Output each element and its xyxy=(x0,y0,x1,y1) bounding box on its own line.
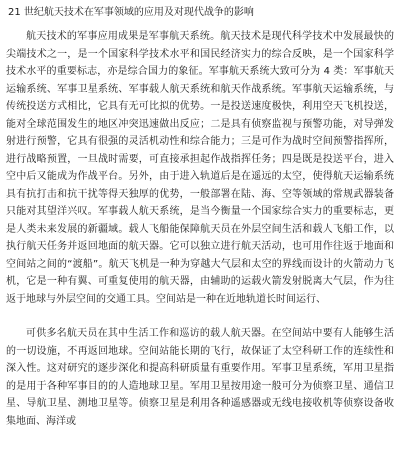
body-paragraph: 可供多名航天员在其中生活工作和巡访的载人航天器。在空间站中要有人能够生活的一切设施，不再返回地球。空间站能长期的飞行，故保证了太空科研工作的连续性和深入性。这对研究的逐步深化和提高科研质量有重要作用。军事卫星系统，军用卫星指的是用于各种军事目的的人造地球卫星。军用卫星按用途一般可分为侦察卫星、通信卫星、导航卫星、测地卫星等。侦察卫星是利用各种遥感器或无线电接收机等侦察设备收集地面、海洋或 xyxy=(6,328,394,427)
body-paragraph: 航天技术的军事应用成果是军事航天系统。航天技术是现代科学技术中发展最快的尖端技术之一，是一个国家科学技术水平和国民经济实力的综合反映，是一个国家科学技术水平的重要标志，亦是综合国力的象征。军事航天系统大致可分为 4 类：军事航天运输系统、军事卫星系统、军事载人航天系统和航天作战系统。军事航天运输系统，与传统投送方式相比，它具有无可比拟的优势。一是投送速度极快，利用空天飞机投送，能对全球范围发生的地区冲突迅速做出反应；二是具有侦察监视与预警功能，对导弹发射进行预警，它具有很强的灵活机动性和综合能力；三是可作为战时空间预警指挥所，进行战略预置，一旦战时需要，可直接承担起作战指挥任务；四是既是投送平台，进入空中后又能成为作战平台。另外，由于进入轨道后是在遥远的太空，使得航天运输系统具有抗打击和抗干扰等得天独厚的优势，一般部署在陆、海、空等领域的常规武器装备只能对其望洋兴叹。军事载人航天系统，是当今衡量一个国家综合实力的重要标志，更是人类未来发展的新疆域。载人飞船能保障航天员在外层空间生活和载人飞船工作，以执行航天任务并返回地面的航天器。它可以独立进行航天活动，也可用作往返于地面和空间站之间的“渡船”。航天飞机是一种为穿越大气层和太空的界线而设计的火箭动力飞机，它是一种有翼、可重复使用的航天器，由辅助的运载火箭发射脱离大气层，作为往返于地球与外层空间的交通工具。空间站是一种在近地轨道长时间运行、 xyxy=(6,31,394,305)
document-title: 21 世纪航天技术在军事领域的应用及对现代战争的影响 xyxy=(8,7,254,18)
